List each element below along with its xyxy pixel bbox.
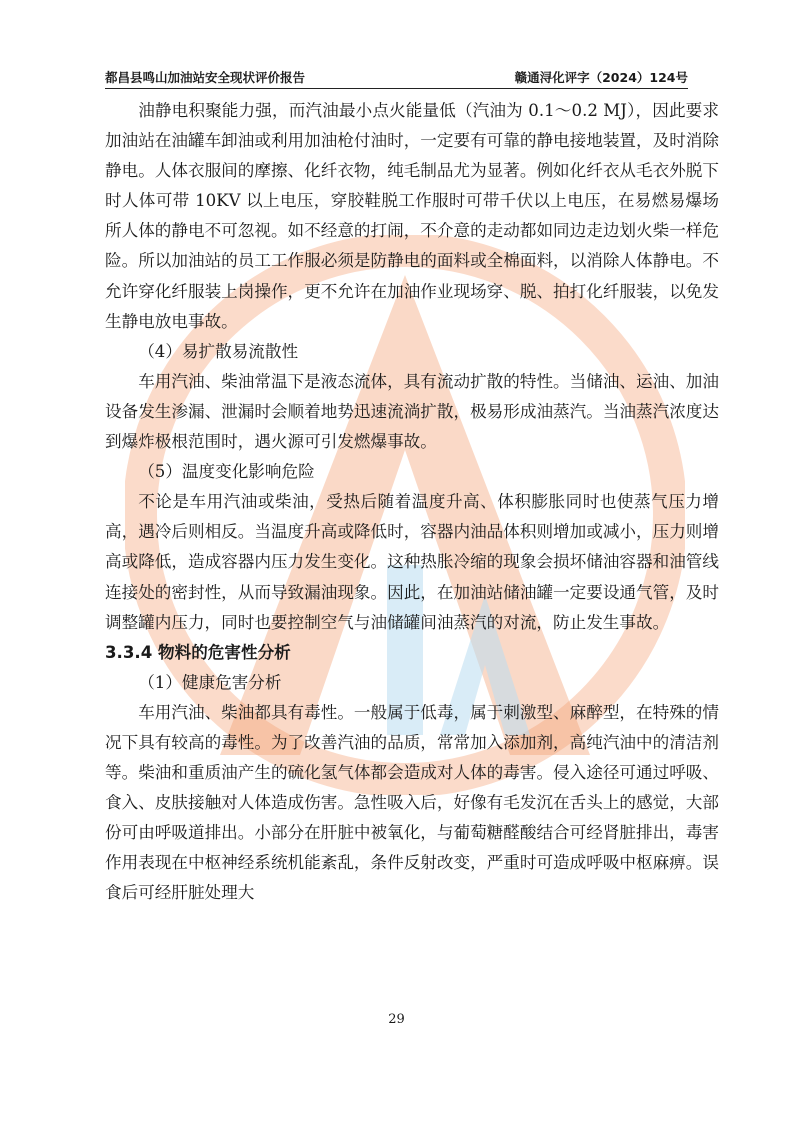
report-title: 都昌县鸣山加油站安全现状评价报告 [105, 70, 306, 85]
paragraph-health: 车用汽油、柴油都具有毒性。一般属于低毒，属于刺激型、麻醉型，在特殊的情况下具有较高的毒性。为了改善汽油的品质，常常加入添加剂，高纯汽油中的清洁剂等。柴油和重质油产生的硫化氢气体都会造成对人体的毒害。侵入途径可通过呼吸、食入、皮肤接触对人体造成伤害。急性吸入后，好像有毛发沉在舌头上的感觉，大部份可由呼吸道排出。小部分在肝脏中被氧化，与葡萄糖醛酸结合可经肾脏排出，毒害作用表现在中枢神经系统机能紊乱，条件反射改变，严重时可造成呼吸中枢麻痹。误食后可经肝脏处理大 [105, 702, 719, 903]
page-number: 29 [388, 1012, 405, 1027]
section-heading: 3.3.4 物料的危害性分析 [105, 642, 291, 662]
subheading-temperature: （5）温度变化影响危险 [138, 462, 315, 482]
report-number: 赣通浔化评字（2024）124号 [514, 70, 688, 85]
paragraph-static-electricity: 油静电积聚能力强，而汽油最小点火能量低（汽油为 0.1～0.2 MJ），因此要求加油站在油罐车卸油或利用加油枪付油时，一定要有可靠的静电接地装置，及时消除静电。人体衣服间的摩擦、化纤衣物，纯毛制品尤为显著。例如化纤衣从毛衣外脱下时人体可带 10KV 以上电压，穿胶鞋脱工作服时可带千伏以上电压，在易燃易爆场所人体的静电不可忽视。如不经意的打闹，不介意的走动都如同边走边划火柴一样危险。所以加油站的员工工作服必须是防静电的面料或全棉面料，以消除人体静电。不允许穿化纤服装上岗操作，更不允许在加油作业现场穿、脱、拍打化纤服装，以免发生静电放电事故。 [105, 101, 719, 331]
subheading-diffusion: （4）易扩散易流散性 [138, 341, 299, 361]
paragraph-temperature: 不论是车用汽油或柴油，受热后随着温度升高、体积膨胀同时也使蒸气压力增高，遇冷后则相反。当温度升高或降低时，容器内油品体积则增加或减小，压力则增高或降低，造成容器内压力发生变化。这种热胀冷缩的现象会损坏储油容器和油管线连接处的密封性，从而导致漏油现象。因此，在加油站储油罐一定要设通气管，及时调整罐内压力，同时也要控制空气与油储罐间油蒸汽的对流，防止发生事故。 [105, 492, 719, 632]
subheading-health: （1）健康危害分析 [138, 672, 282, 692]
page-header [105, 66, 688, 89]
page-body [105, 96, 719, 909]
paragraph-diffusion: 车用汽油、柴油常温下是液态流体，具有流动扩散的特性。当储油、运油、加油设备发生渗漏、泄漏时会顺着地势迅速流淌扩散，极易形成油蒸汽。当油蒸汽浓度达到爆炸极根范围时，遇火源可引发燃爆事故。 [105, 371, 719, 452]
